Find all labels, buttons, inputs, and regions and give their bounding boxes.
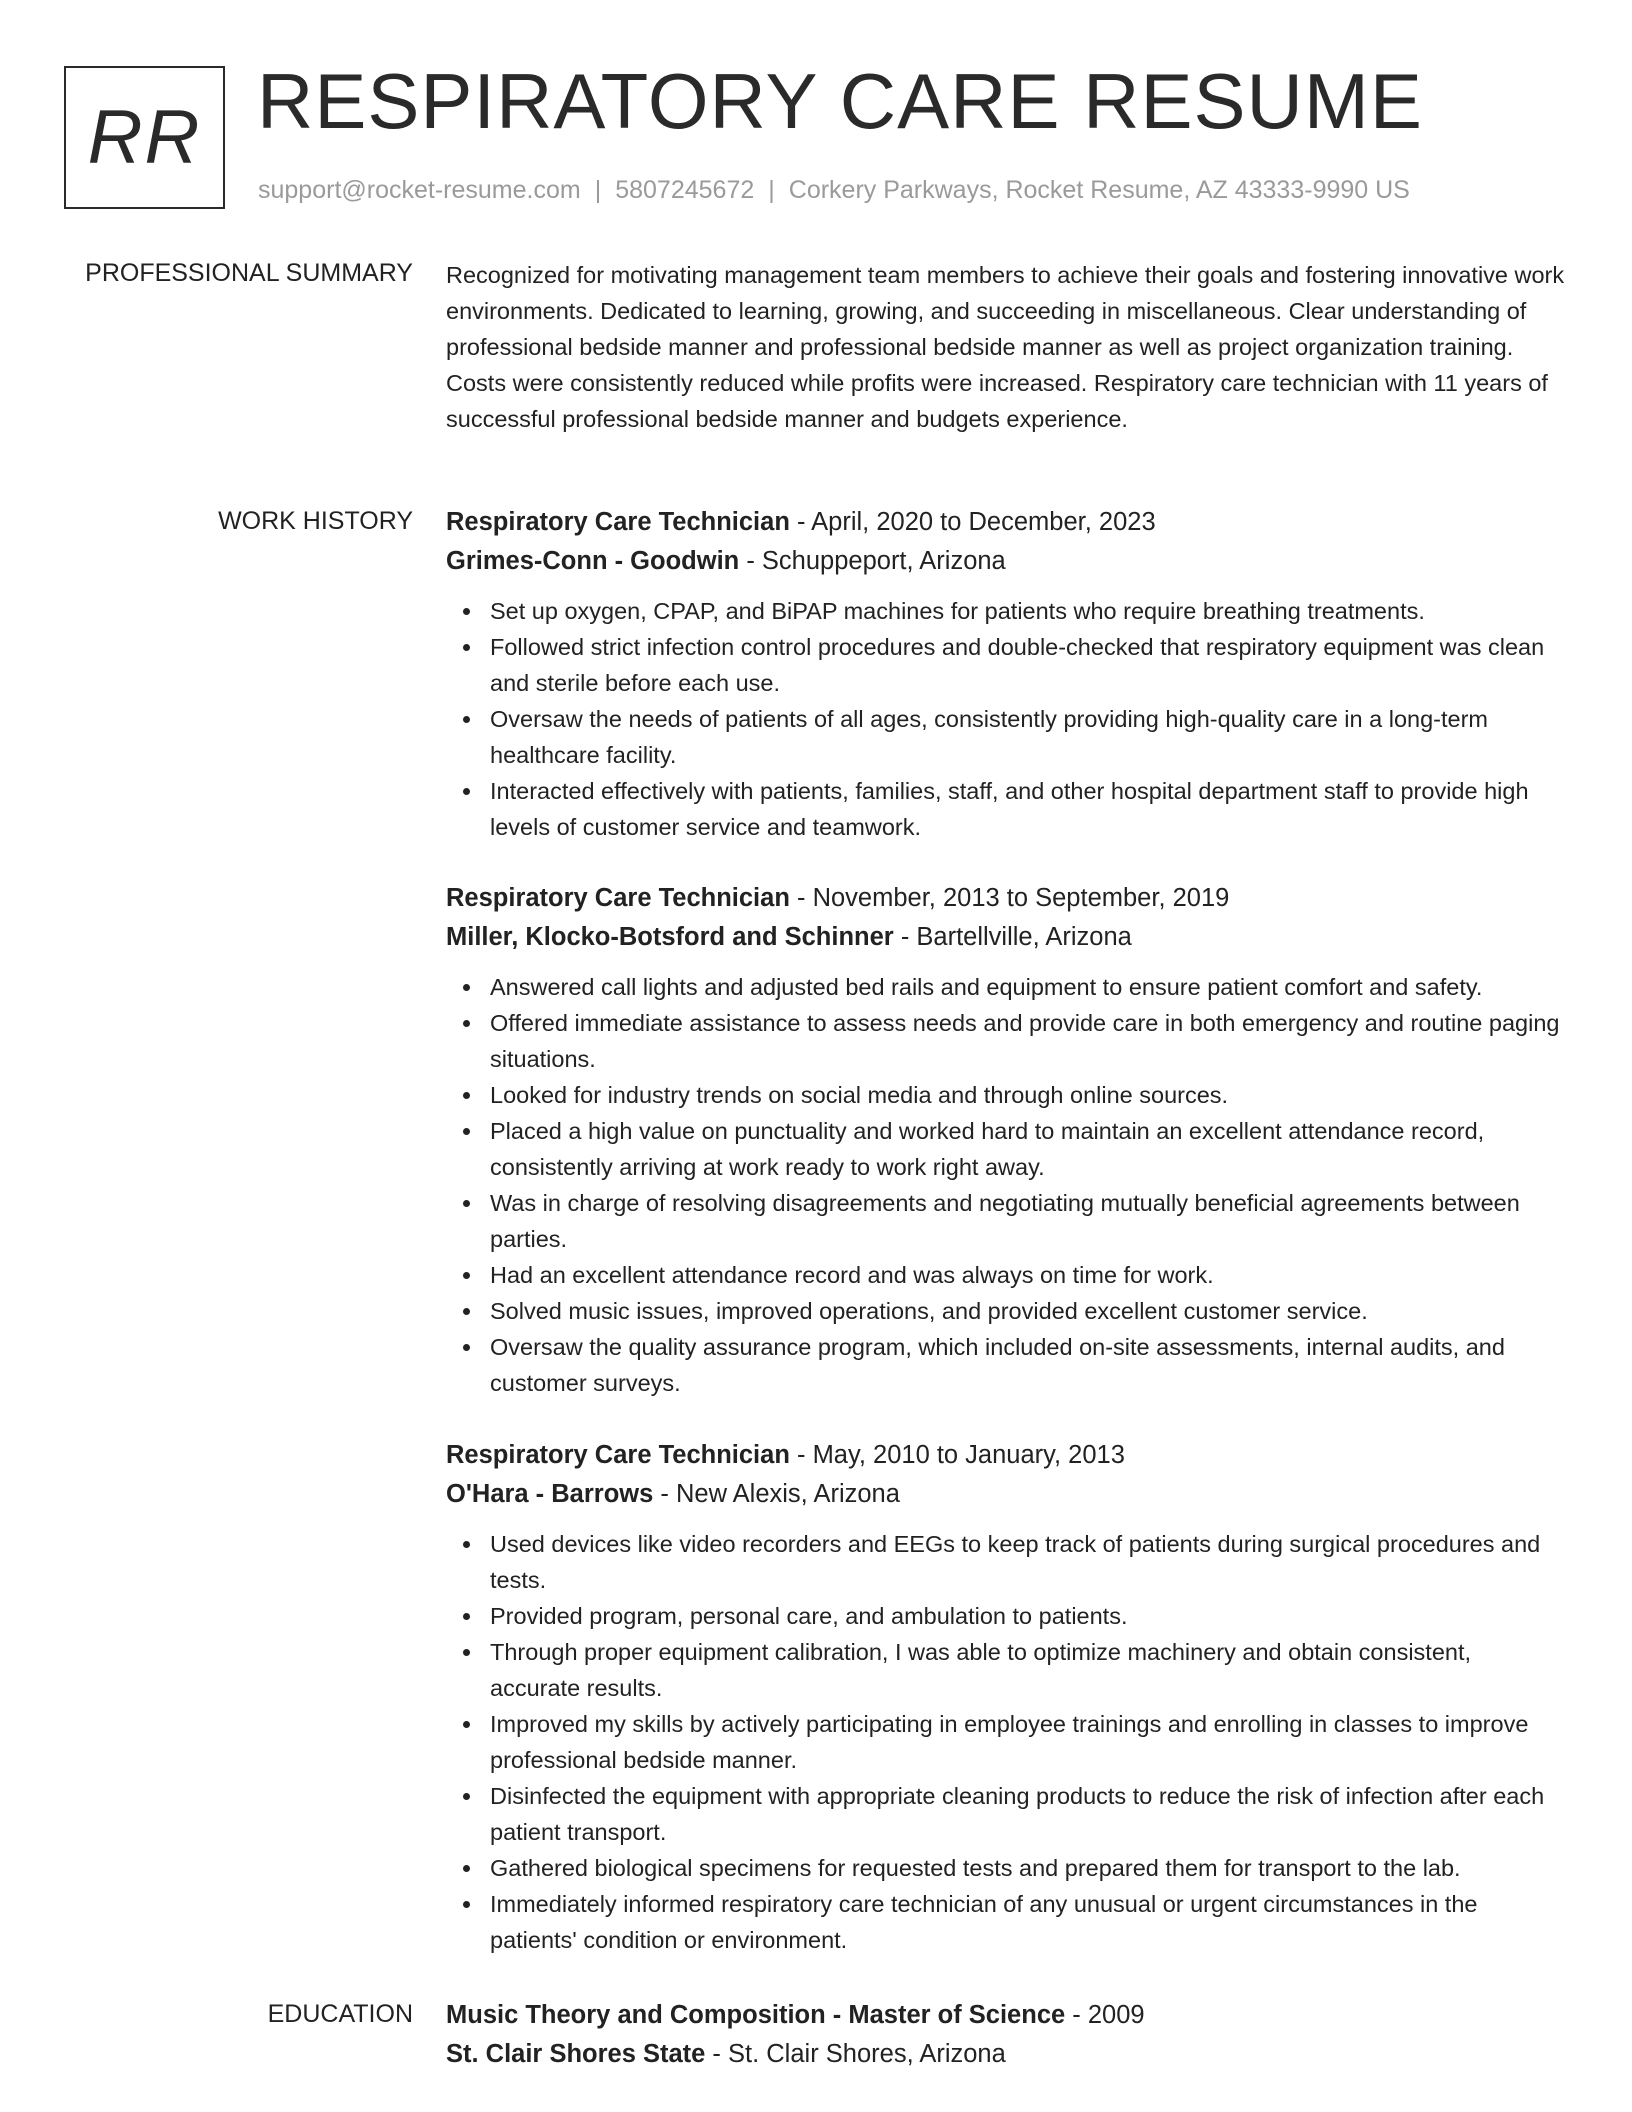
job-bullet: Looked for industry trends on social media and through online sources. bbox=[446, 1077, 1566, 1113]
job-location: - Bartellville, Arizona bbox=[893, 923, 1132, 951]
contact-line bbox=[258, 176, 1410, 205]
job-company: Grimes-Conn - Goodwin bbox=[446, 547, 740, 575]
job-bullets bbox=[446, 969, 1566, 1401]
job-entry bbox=[446, 1436, 1566, 1958]
section-label-work-history: WORK HISTORY bbox=[218, 507, 413, 535]
job-bullet: Oversaw the quality assurance program, which included on-site assessments, internal audits, and customer surveys. bbox=[446, 1329, 1566, 1401]
education-location: - St. Clair Shores, Arizona bbox=[705, 2040, 1006, 2068]
job-bullet: Offered immediate assistance to assess needs and provide care in both emergency and routine paging situations. bbox=[446, 1005, 1566, 1077]
education-degree: Music Theory and Composition - Master of Science bbox=[446, 2001, 1066, 2029]
contact-email[interactable]: support@rocket-resume.com bbox=[258, 176, 581, 204]
job-bullet: Answered call lights and adjusted bed rails and equipment to ensure patient comfort and safety. bbox=[446, 969, 1566, 1005]
job-title: Respiratory Care Technician bbox=[446, 508, 790, 536]
job-bullet: Provided program, personal care, and ambulation to patients. bbox=[446, 1598, 1566, 1634]
job-company: Miller, Klocko-Botsford and Schinner bbox=[446, 923, 894, 951]
job-company: O'Hara - Barrows bbox=[446, 1480, 654, 1508]
job-entry bbox=[446, 503, 1566, 845]
job-entry bbox=[446, 879, 1566, 1401]
job-bullet: Was in charge of resolving disagreements and negotiating mutually beneficial agreements between parties. bbox=[446, 1185, 1566, 1257]
job-company-line bbox=[446, 1475, 1566, 1514]
job-company-line bbox=[446, 542, 1566, 581]
job-bullet: Followed strict infection control procedures and double-checked that respiratory equipment was clean and sterile before each use. bbox=[446, 629, 1566, 701]
contact-phone[interactable]: 5807245672 bbox=[615, 176, 755, 204]
job-location: - New Alexis, Arizona bbox=[653, 1480, 900, 1508]
job-bullet: Through proper equipment calibration, I was able to optimize machinery and obtain consistent, accurate results. bbox=[446, 1634, 1566, 1706]
contact-separator: | bbox=[594, 176, 602, 204]
job-dates: - April, 2020 to December, 2023 bbox=[789, 508, 1156, 536]
job-bullet: Gathered biological specimens for requested tests and prepared them for transport to the lab. bbox=[446, 1850, 1566, 1886]
education-entry bbox=[446, 1996, 1566, 2074]
job-bullet: Placed a high value on punctuality and worked hard to maintain an excellent attendance record, consistently arriving at work ready to work right away. bbox=[446, 1113, 1566, 1185]
job-bullet: Solved music issues, improved operations, and provided excellent customer service. bbox=[446, 1293, 1566, 1329]
job-title: Respiratory Care Technician bbox=[446, 884, 790, 912]
job-bullets bbox=[446, 593, 1566, 845]
contact-separator: | bbox=[768, 176, 775, 204]
job-bullet: Oversaw the needs of patients of all ages, consistently providing high-quality care in a long-term healthcare facility. bbox=[446, 701, 1566, 773]
contact-address: Corkery Parkways, Rocket Resume, AZ 43333-9990 US bbox=[788, 176, 1410, 204]
monogram-box bbox=[64, 66, 225, 209]
job-title-line bbox=[446, 503, 1566, 542]
job-bullet: Set up oxygen, CPAP, and BiPAP machines for patients who require breathing treatments. bbox=[446, 593, 1566, 629]
job-title: Respiratory Care Technician bbox=[446, 1441, 790, 1469]
job-bullet: Improved my skills by actively participating in employee trainings and enrolling in classes to improve professional bedside manner. bbox=[446, 1706, 1566, 1778]
job-bullet: Interacted effectively with patients, families, staff, and other hospital department staff to provide high levels of customer service and teamwork. bbox=[446, 773, 1566, 845]
education-school-line bbox=[446, 2035, 1566, 2074]
job-company-line bbox=[446, 918, 1566, 957]
education-school: St. Clair Shores State bbox=[446, 2040, 706, 2068]
section-label-summary: PROFESSIONAL SUMMARY bbox=[85, 259, 413, 287]
monogram-initials: RR bbox=[87, 95, 202, 180]
job-title-line bbox=[446, 879, 1566, 918]
resume-title: RESPIRATORY CARE RESUME bbox=[257, 57, 1423, 145]
section-label-education: EDUCATION bbox=[267, 2000, 413, 2028]
job-bullet: Disinfected the equipment with appropriate cleaning products to reduce the risk of infection after each patient transport. bbox=[446, 1778, 1566, 1850]
job-dates: - November, 2013 to September, 2019 bbox=[789, 884, 1230, 912]
job-bullet: Had an excellent attendance record and was always on time for work. bbox=[446, 1257, 1566, 1293]
job-bullet: Used devices like video recorders and EEGs to keep track of patients during surgical procedures and tests. bbox=[446, 1526, 1566, 1598]
job-dates: - May, 2010 to January, 2013 bbox=[789, 1441, 1125, 1469]
education-year: - 2009 bbox=[1065, 2001, 1145, 2029]
job-location: - Schuppeport, Arizona bbox=[739, 547, 1006, 575]
education-degree-line bbox=[446, 1996, 1566, 2035]
job-title-line bbox=[446, 1436, 1566, 1475]
summary-text: Recognized for motivating management team members to achieve their goals and fostering innovative work environments. Dedicated to learning, growing, and succeeding in miscellaneous. Clear understanding of professional bedside manner and professional bedside manner as well as project organization training. Costs were consistently reduced while profits were increased. Respiratory care technician with 11 years of successful professional bedside manner and budgets experience. bbox=[446, 262, 1565, 432]
job-bullet: Immediately informed respiratory care technician of any unusual or urgent circumstances in the patients' condition or environment. bbox=[446, 1886, 1566, 1958]
job-bullets bbox=[446, 1526, 1566, 1958]
